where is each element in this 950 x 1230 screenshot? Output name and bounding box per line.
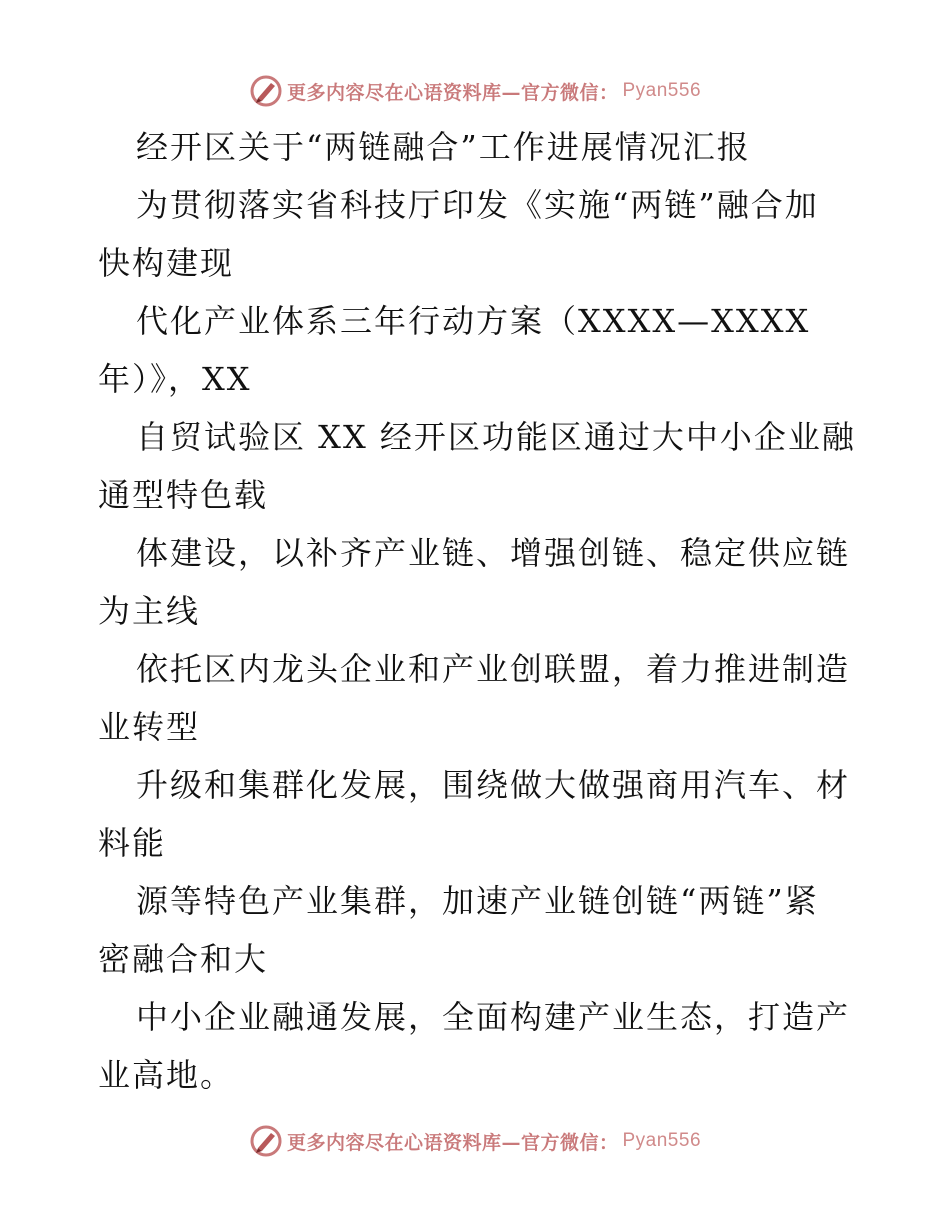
- paragraph-line: 中小企业融通发展，全面构建产业生态，打造产: [136, 998, 851, 1036]
- paragraph-line: 料能: [98, 824, 167, 862]
- watermark-text: 更多内容尽在心语资料库—官方微信：: [286, 81, 619, 104]
- paragraph-line: 密融合和大: [98, 940, 269, 978]
- paragraph-line: 升级和集群化发展，围绕做大做强商用汽车、材: [136, 766, 851, 804]
- paragraph-line: 依托区内龙头企业和产业创联盟，着力推进制造: [136, 650, 851, 688]
- paragraph-line: 为贯彻落实省科技厅印发《实施“两链”融合加: [136, 186, 819, 224]
- header-watermark: [0, 74, 950, 108]
- paragraph-line: 通型特色载: [98, 476, 269, 514]
- footer-watermark: [0, 1124, 950, 1158]
- watermark-text: 更多内容尽在心语资料库—官方微信：: [286, 1131, 619, 1154]
- watermark-wechat-id: Pyan556: [622, 1130, 702, 1151]
- pen-circle-logo-icon: [249, 74, 283, 108]
- paragraph-line: 自贸试验区 XX 经开区功能区通过大中小企业融: [136, 418, 856, 456]
- paragraph-line: 体建设，以补齐产业链、增强创链、稳定供应链: [136, 534, 851, 572]
- watermark-wechat-id: Pyan556: [622, 80, 702, 101]
- paragraph-line: 代化产业体系三年行动方案（XXXX—XXXX: [136, 302, 811, 340]
- paragraph-line: 为主线: [98, 592, 201, 630]
- paragraph-line: 快构建现: [98, 244, 235, 282]
- paragraph-line: 业转型: [98, 708, 201, 746]
- document-title: 经开区关于“两链融合”工作进展情况汇报: [136, 128, 751, 166]
- document-body: [98, 118, 858, 1104]
- paragraph-line: 年）》，XX: [98, 360, 252, 398]
- paragraph-line: 业高地。: [98, 1056, 235, 1094]
- pen-circle-logo-icon: [249, 1124, 283, 1158]
- paragraph-line: 源等特色产业集群，加速产业链创链“两链”紧: [136, 882, 819, 920]
